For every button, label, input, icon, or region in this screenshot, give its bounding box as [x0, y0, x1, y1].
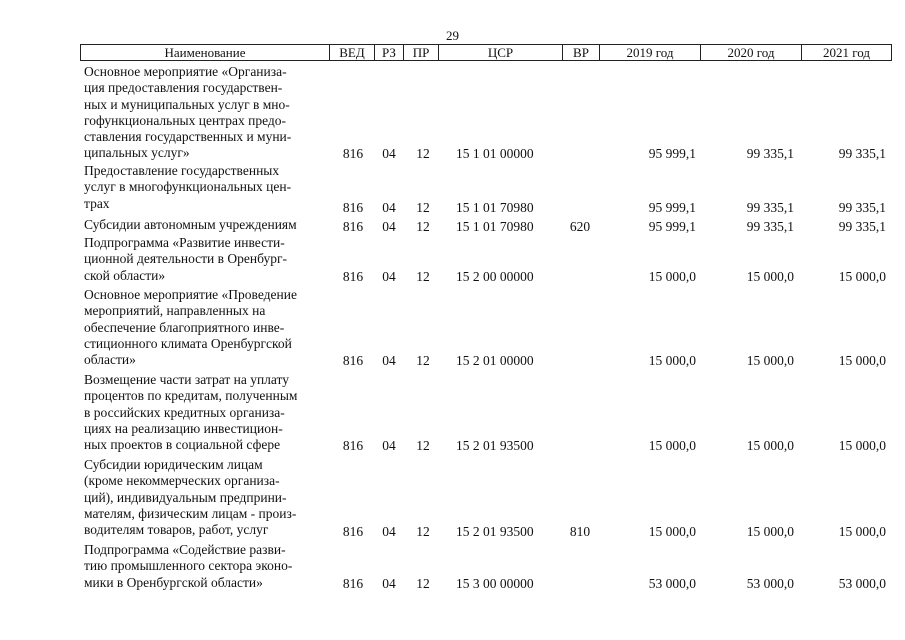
row-2019: 15 000,0 [648, 352, 696, 368]
row-rz: 04 [382, 523, 396, 539]
row-2019: 95 999,1 [648, 199, 696, 215]
row-name: Возмещение части затрат на уплату процентов по кредитам, полученным в российских кредитных организа- циях на реализацию инвестицион- ных проектов в социальной сфере [84, 372, 298, 453]
row-pr: 12 [416, 199, 430, 215]
row-name: Субсидии автономным учреждениям [84, 217, 297, 232]
table-row [0, 64, 905, 162]
header-2019: 2019 год [600, 45, 701, 60]
header-ved: ВЕД [330, 45, 375, 60]
row-rz: 04 [382, 352, 396, 368]
row-2019: 95 999,1 [648, 145, 696, 161]
row-2019: 15 000,0 [648, 268, 696, 284]
row-csr: 15 1 01 70980 [456, 218, 534, 234]
row-rz: 04 [382, 199, 396, 215]
row-rz: 04 [382, 145, 396, 161]
table-row [0, 372, 905, 454]
row-2021: 15 000,0 [838, 268, 886, 284]
row-2020: 15 000,0 [746, 523, 794, 539]
header-rz: РЗ [375, 45, 404, 60]
row-rz: 04 [382, 437, 396, 453]
row-2020: 99 335,1 [746, 199, 794, 215]
row-2021: 15 000,0 [838, 352, 886, 368]
row-2020: 15 000,0 [746, 268, 794, 284]
row-ved: 816 [342, 437, 364, 453]
row-vr: 620 [569, 218, 591, 234]
row-2021: 99 335,1 [838, 145, 886, 161]
row-2021: 53 000,0 [838, 575, 886, 591]
row-ved: 816 [342, 523, 364, 539]
row-name: Основное мероприятие «Проведение мероприятий, направленных на обеспечение благоприятного инве- стиционного климата Оренбургской области» [84, 287, 297, 368]
row-2019: 15 000,0 [648, 523, 696, 539]
table-header [80, 44, 892, 61]
row-ved: 816 [342, 218, 364, 234]
row-2019: 15 000,0 [648, 437, 696, 453]
row-2020: 99 335,1 [746, 145, 794, 161]
row-vr: 810 [569, 523, 591, 539]
table-row [0, 457, 905, 540]
row-2021: 99 335,1 [838, 218, 886, 234]
row-2020: 15 000,0 [746, 352, 794, 368]
row-name: Предоставление государственных услуг в многофункциональных цен- трах [84, 163, 292, 211]
row-csr: 15 2 01 93500 [456, 523, 534, 539]
row-2021: 99 335,1 [838, 199, 886, 215]
table-row [0, 217, 905, 235]
header-csr: ЦСР [439, 45, 563, 60]
table-row [0, 287, 905, 369]
row-pr: 12 [416, 523, 430, 539]
row-ved: 816 [342, 352, 364, 368]
row-rz: 04 [382, 575, 396, 591]
row-ved: 816 [342, 575, 364, 591]
row-pr: 12 [416, 352, 430, 368]
table-row [0, 163, 905, 216]
row-rz: 04 [382, 218, 396, 234]
header-name: Наименование [81, 45, 330, 60]
row-name: Субсидии юридическим лицам (кроме некоммерческих организа- ций), индивидуальным предприни- мателям, физическим лицам - произ- водителям товаров, работ, услуг [84, 457, 297, 538]
header-vr: ВР [563, 45, 600, 60]
row-rz: 04 [382, 268, 396, 284]
row-ved: 816 [342, 268, 364, 284]
row-csr: 15 2 00 00000 [456, 268, 534, 284]
row-pr: 12 [416, 268, 430, 284]
row-csr: 15 1 01 70980 [456, 199, 534, 215]
row-name: Основное мероприятие «Организа- ция предоставления государствен- ных и муниципальных услуг в мно- гофункциональных центрах предо- ставления государственных и муни- ципальных услуг» [84, 64, 292, 161]
table-row [0, 542, 905, 592]
row-2019: 95 999,1 [648, 218, 696, 234]
row-csr: 15 2 01 93500 [456, 437, 534, 453]
row-ved: 816 [342, 145, 364, 161]
row-2020: 99 335,1 [746, 218, 794, 234]
row-2020: 53 000,0 [746, 575, 794, 591]
row-2021: 15 000,0 [838, 523, 886, 539]
row-csr: 15 1 01 00000 [456, 145, 534, 161]
row-name: Подпрограмма «Содействие разви- тию промышленного сектора эконо- мики в Оренбургской области» [84, 542, 293, 590]
page-number: 29 [446, 28, 459, 43]
row-2019: 53 000,0 [648, 575, 696, 591]
header-2020: 2020 год [701, 45, 802, 60]
row-pr: 12 [416, 575, 430, 591]
row-2020: 15 000,0 [746, 437, 794, 453]
header-pr: ПР [404, 45, 439, 60]
row-2021: 15 000,0 [838, 437, 886, 453]
row-csr: 15 3 00 00000 [456, 575, 534, 591]
table-row [0, 235, 905, 285]
row-csr: 15 2 01 00000 [456, 352, 534, 368]
header-2021: 2021 год [823, 45, 870, 60]
row-pr: 12 [416, 218, 430, 234]
row-pr: 12 [416, 437, 430, 453]
row-name: Подпрограмма «Развитие инвести- ционной деятельности в Оренбург- ской области» [84, 235, 288, 283]
row-ved: 816 [342, 199, 364, 215]
row-pr: 12 [416, 145, 430, 161]
